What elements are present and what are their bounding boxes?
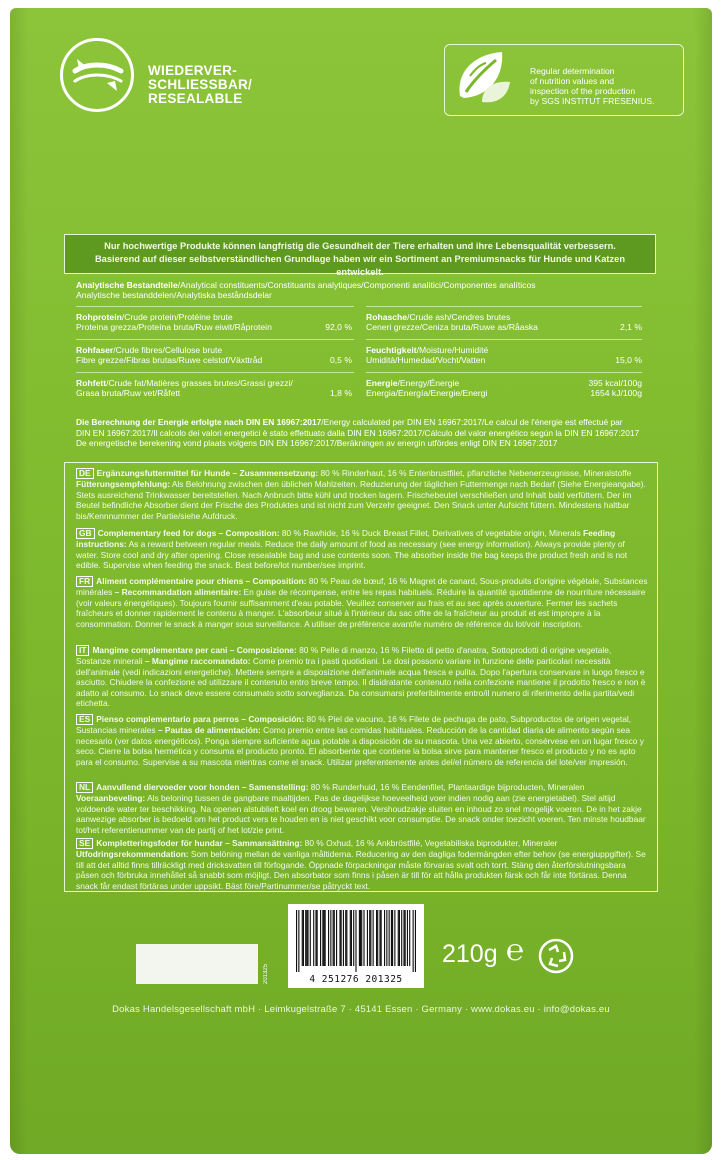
- nutrient-fibre: Rohfaser/Crude fibres/Cellulose brute Fibre grezze/Fibras brutas/Ruwe celstof/Växttråd 0,5 %: [76, 345, 352, 365]
- barcode-bar: [360, 910, 361, 966]
- barcode-bar: [334, 910, 335, 966]
- barcode-bar: [415, 910, 416, 972]
- barcode-number: 4 251276 201325: [309, 974, 403, 985]
- barcode-bar: [322, 910, 323, 966]
- barcode-bar: [336, 910, 337, 966]
- net-weight: 210g: [442, 940, 498, 968]
- barcode-bar: [306, 910, 307, 966]
- ash-value: 2,1 %: [620, 322, 642, 332]
- energy-kj: 1654 kJ/100g: [590, 388, 642, 398]
- reseal-label: WIEDERVER- SCHLIESSBAR/ RESEALABLE: [148, 63, 253, 106]
- lang-code: GB: [76, 528, 95, 539]
- barcode-bar: [413, 910, 414, 972]
- date-lot-field: [136, 944, 258, 984]
- barcode-bar: [403, 910, 404, 966]
- barcode-bar: [315, 910, 316, 966]
- barcode-bar: [298, 910, 299, 972]
- company-footer: Dokas Handelsgesellschaft mbH · Leimkugelstraße 7 · 45141 Essen · Germany · www.dokas.eu · info@dokas.eu: [112, 1004, 610, 1015]
- leaf-check-icon: [452, 46, 514, 112]
- lang-code: DE: [76, 468, 94, 479]
- lang-block-nl: NL Aanvullend diervoeder voor honden – Samenstelling: 80 % Runderhuid, 16 % Eendenfilet, Plantaardige bijproducten, Mineralen Voeraanbeveling: Als beloning tussen de gangbare maaltijden. Pas de dagelijkse hoeveelheid voer indien nodig aan (zie energietabel). Stel altijd voldoende water ter beschikking. Na openen alstublieft koel en droog bewaren. Vershoudzakje sluiten en inhoud zo snel mogelijk voeren. De in het zakje aanwezige absorber is bedoeld om het product vers te houden en is niet geschikt voor consumptie. De snack onder toezicht voeren. Ten minste houdbaar tot/het referentienummer van de partij of het lot/zie print.: [76, 782, 646, 835]
- barcode-bar: [392, 910, 393, 966]
- nutrient-fat: Rohfett/Crude fat/Matières grasses brutes/Grassi grezzi/ Grasa bruta/Ruw vet/Råfett 1,8 %: [76, 378, 352, 398]
- energy-calculation-note: Die Berechnung der Energie erfolgte nach DIN EN 16967:2017/Energy calculated per DIN EN 16967:2017/Le calcul de l'énergie est effectué par DIN EN 16967:2017/Il calcolo dei valori energetici è stato effettuato dalla DIN EN 16967:2017/Cálculo del valor energético según la DIN EN 16967:2017 De energetische berekening vond plaats volgens DIN EN 16967:2017/Beräkningen av energin utfördes enligt DIN EN 16967:2017: [76, 417, 640, 448]
- divider: [76, 306, 354, 307]
- barcode-bar: [328, 910, 329, 966]
- barcode-bar: [333, 910, 334, 966]
- barcode-bar: [386, 910, 387, 966]
- divider: [366, 339, 642, 340]
- barcode-bar: [325, 910, 326, 966]
- barcode-bar: [303, 910, 304, 966]
- barcode-bar: [339, 910, 340, 966]
- barcode-bar: [394, 910, 395, 966]
- divider: [366, 306, 642, 307]
- nutrient-energy: Energie/Energy/Énergie Energia/Energía/Energie/Energi 395 kcal/100g 1654 kJ/100g: [366, 378, 642, 398]
- barcode-bar: [353, 910, 354, 966]
- barcode-bar: [307, 910, 308, 966]
- barcode-bar: [379, 910, 380, 966]
- barcode-bar: [317, 910, 318, 966]
- barcode-bar: [376, 910, 377, 966]
- lang-block-fr: FR Aliment complémentaire pour chiens – Composition: 80 % Peau de bœuf, 16 % Magret de canard, Sous-produits d'origine végétale, Substances minérales – Recommandation alimentaire: En guise de récompense, entre les repas habituels. Réduire la quantité quotidienne de nourriture nécessaire (voir valeurs énergétiques). Toujours fournir suffisamment d'eau potable. Veuillez conserver au frais et au sec après ouverture. Fermer les sachets fraîcheurs et donner rapidement le contenu à manger. L'absorbeur situé à l'intérieur du sac offre de la fraîcheur au produit et est impropre à la consommation. Donner le snack à manger sous surveillance. A utiliser de préférence avant/le numéro de référence du lot/voir inscription.: [76, 576, 648, 629]
- barcode-bar: [398, 910, 399, 966]
- barcode-bar: [350, 910, 351, 966]
- barcode-bar: [399, 910, 400, 966]
- barcode-bar: [341, 910, 342, 966]
- barcode-bar: [355, 910, 356, 972]
- lang-code: NL: [76, 782, 93, 793]
- barcode-bar: [369, 910, 370, 966]
- lot-number-vertical: 201325: [263, 963, 269, 984]
- barcode: [288, 904, 424, 988]
- barcode-bar: [320, 910, 321, 966]
- barcode-bar: [363, 910, 364, 966]
- nutrient-ash: Rohasche/Crude ash/Cendres brutes Ceneri grezze/Ceniza bruta/Ruwe as/Råaska 2,1 %: [366, 312, 642, 332]
- quality-line-1: Nur hochwertige Produkte können langfristig die Gesundheit der Tiere erhalten und ihre Lebensqualität verbessern.: [104, 241, 616, 251]
- barcode-bar: [405, 910, 406, 966]
- barcode-bar: [373, 910, 374, 966]
- lang-block-gb: GB Complementary feed for dogs – Composition: 80 % Rawhide, 16 % Duck Breast Fillet, Derivatives of vegetable origin, Minerals Feeding instructions: As a reward between regular meals. Reduce the daily amount of food as necessary (see energy information). Always provide plenty of water. Store cool and dry after opening. Close resealable bag and use contents soon. The absorber inside the bag keeps the product fresh and is not edible. Supervise when feeding the snack. Best before/lot number/see imprint.: [76, 528, 628, 571]
- barcode-bar: [391, 910, 392, 966]
- barcode-bar: [370, 910, 371, 966]
- estimated-sign: ℮: [506, 934, 525, 967]
- barcode-bar: [346, 910, 347, 966]
- lang-block-de: DE Ergänzungsfuttermittel für Hunde – Zusammensetzung: 80 % Rinderhaut, 16 % Entenbrustfilet, pflanzliche Nebenerzeugnisse, Mineralstoffe Fütterungsempfehlung: Als Belohnung zwischen den üblichen Mahlzeiten. Reduzierung der täglichen Futtermenge nach Bedarf (Siehe Energieangabe). Stets ausreichend Trinkwasser bereitstellen. Nach Anbruch bitte kühl und trocken lagern. Frischebeutel verschließen und Inhalt bald verfüttern. Der im Beutel befindliche Absorber dient der Frische des Produktes und ist nicht zum Verzehr geeignet. Den Snack unter Aufsicht füttern. Mindestens haltbar bis/Kennnummer der Partie/siehe Aufdruck.: [76, 468, 646, 521]
- barcode-bar: [407, 910, 408, 966]
- lang-block-es: ES Pienso complementario para perros – Composición: 80 % Piel de vacuno, 16 % Filete de pechuga de pato, Subproductos de origen vegetal, Sustancias minerales – Pautas de alimentación: Como premio entre las comidas habituales. Reducción de la cantidad diaria de alimento según sea necesario (ver datos energéticos). Ponga siempre suficiente agua potable a disposición de su mascota. Una vez abierto, consérvese en un lugar fresco y seco. Cierre la bolsa hermética y consuma el producto pronto. El absorbente que contiene la bolsa sirve para mantener fresco el producto y no es apto para el consumo. Supervise a su mascota mientras come el snack. Utilizar preferentemente antes del/el número de referencia del lote/ver impresión.: [76, 714, 644, 767]
- barcode-bar: [389, 910, 390, 966]
- barcode-bar: [401, 910, 402, 966]
- barcode-bar: [296, 910, 297, 972]
- analytical-heading: Analytische Bestandteile/Analytical constituents/Constituants analytiques/Componenti analitici/Componentes analíticos Analytische bestanddelen/Analytiska beståndsdelar: [76, 280, 536, 300]
- nutrient-protein: Rohprotein/Crude protein/Protéine brute Proteina grezza/Proteína bruta/Ruw eiwit/Råprotein 92,0 %: [76, 312, 352, 332]
- barcode-bar: [367, 910, 368, 966]
- barcode-bar: [313, 910, 314, 966]
- barcode-bar: [345, 910, 346, 966]
- barcode-bar: [361, 910, 362, 966]
- protein-value: 92,0 %: [325, 322, 352, 332]
- recycle-icon: [538, 938, 574, 974]
- divider: [76, 372, 354, 373]
- barcode-bar: [302, 910, 303, 966]
- nutrient-moisture: Feuchtigkeit/Moisture/Humidité Umidità/Humedad/Vocht/Vatten 15,0 %: [366, 345, 642, 365]
- barcode-bar: [305, 910, 306, 966]
- lang-code: ES: [76, 714, 93, 725]
- lang-code: IT: [76, 645, 89, 656]
- barcode-bar: [381, 910, 382, 966]
- barcode-bar: [323, 910, 324, 966]
- fat-value: 1,8 %: [330, 388, 352, 398]
- lang-block-it: IT Mangime complementare per cani – Composizione: 80 % Pelle di manzo, 16 % Filetto di petto d'anatra, Sottoprodotti di origine vegetale, Sostanze minerali – Mangime raccomandato: Come premio tra i pasti quotidiani. Le dosi possono variare in funzione delle particolari necessità dell'animale (vedi indicazioni energetiche). Mettere sempre a disposizione dell'animale acqua fresca e pulita. Dopo l'apertura conservare in luogo fresco e asciutto. Chiudere la confezione ed utilizzare il contenuto entro breve tempo. Il disidratante contenuto nella confezione mantiene il prodotto fresco e non è adatto al consumo. Lo snack deve essere consumato sotto sorveglianza. Da consumarsi preferibilmente entro/il numero di riferimento della partita/vedi etichetta.: [76, 645, 646, 709]
- fibre-value: 0,5 %: [330, 355, 352, 365]
- lang-code: SE: [76, 838, 93, 849]
- barcode-bar: [384, 910, 385, 966]
- lang-code: FR: [76, 576, 93, 587]
- moisture-value: 15,0 %: [615, 355, 642, 365]
- barcode-bar: [351, 910, 352, 966]
- energy-kcal: 395 kcal/100g: [588, 378, 642, 388]
- divider: [366, 372, 642, 373]
- barcode-bar: [343, 910, 344, 966]
- barcode-bar: [409, 910, 410, 966]
- barcode-bar: [359, 910, 360, 966]
- divider: [76, 339, 354, 340]
- lang-block-se: SE Kompletteringsfoder för hundar – Sammansättning: 80 % Oxhud, 16 % Ankbröstfilé, Vegetabiliska biprodukter, Mineraler Utfodringsrekommendation: Som belöning mellan de vanliga måltiderna. Reducering av den dagliga fodermängden efter behov (se energiuppgifter). Se till att det alltid finns tillräckligt med dricksvatten till förfogande. Öppnade förpackningar måste förvaras svalt och torrt. Stäng den återförslutningsbara påsen och förbruka innehållet så snabbt som möjligt. Den absorbator som finns i påsen är till för att hålla produkten färsk och får inte förtäras. Denna snack får endast förtäras under uppsikt. Bäst före/Partinummer/se påtryckt text.: [76, 838, 646, 891]
- barcode-bar: [330, 910, 331, 966]
- quality-statement: [64, 234, 656, 277]
- quality-line-2: Basierend auf dieser selbstverständlichen Grundlage haben wir ein Sortiment an Premiumsnacks für Hunde und Katzen entwickelt.: [94, 254, 626, 277]
- barcode-bar: [310, 910, 311, 966]
- reseal-bag-icon: [60, 38, 134, 112]
- barcode-bar: [377, 910, 378, 966]
- sgs-text: Regular determination of nutrition values and inspection of the production by SGS INSTITUT FRESENIUS.: [530, 66, 655, 106]
